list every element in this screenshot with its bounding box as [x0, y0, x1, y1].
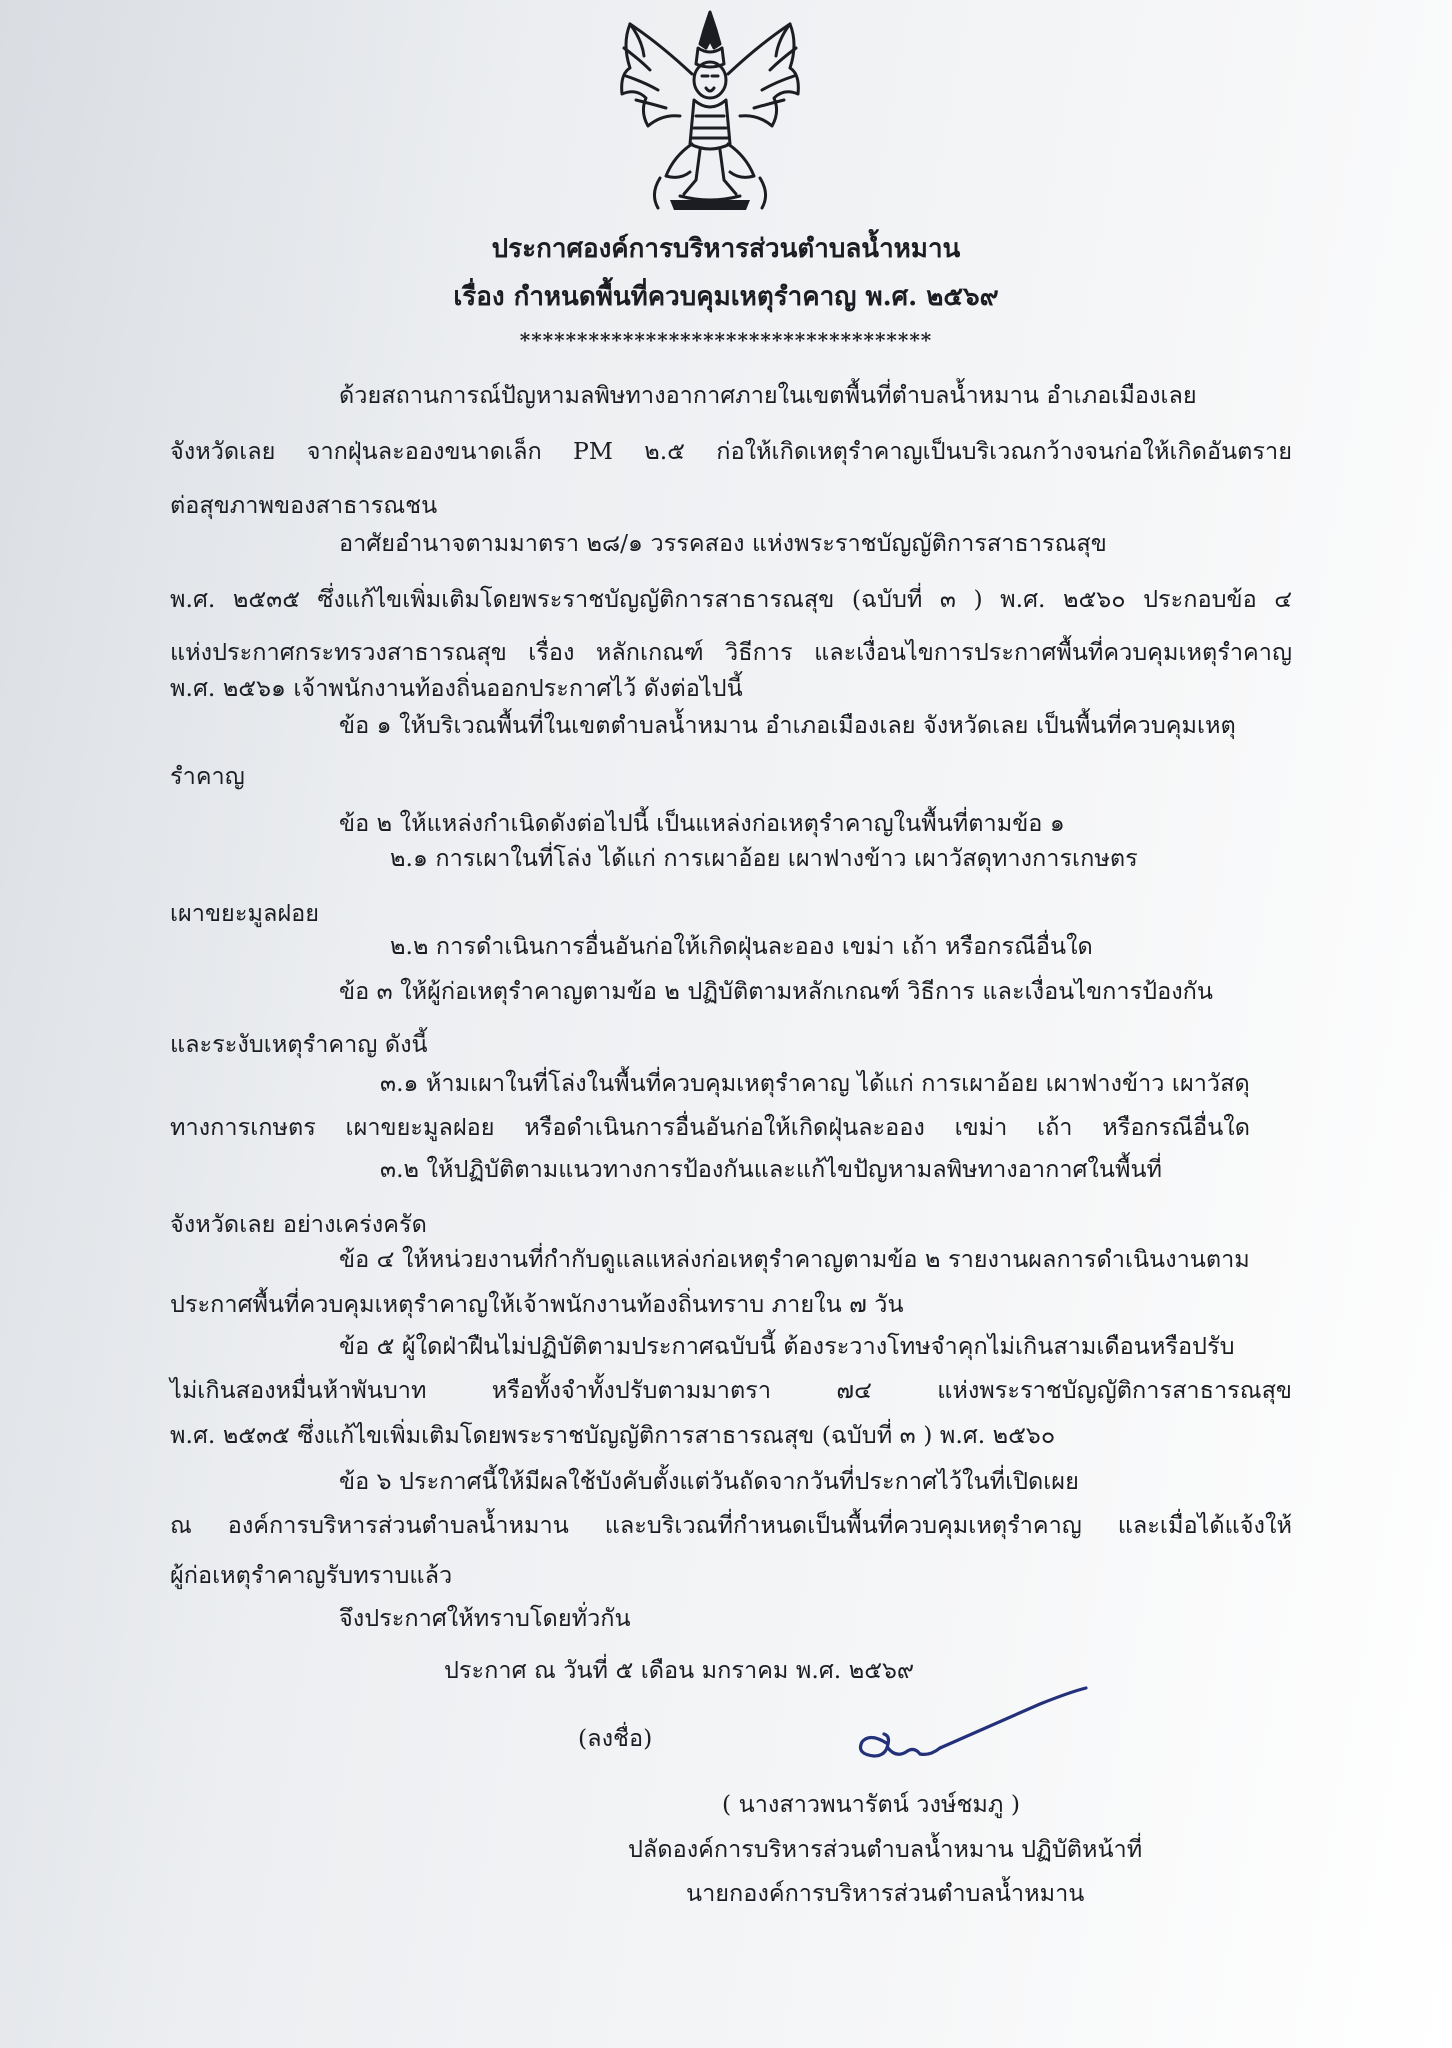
- body-line: ข้อ ๔ ให้หน่วยงานที่กำกับดูแลแหล่งก่อเหตุรำคาญตามข้อ ๒ รายงานผลการดำเนินงานตาม: [339, 1245, 1250, 1273]
- body-line: ๒.๑ การเผาในที่โล่ง ได้แก่ การเผาอ้อย เผาฟางข้าว เผาวัสดุทางการเกษตร: [390, 844, 1138, 872]
- body-line: พ.ศ. ๒๕๓๕ ซึ่งแก้ไขเพิ่มเติมโดยพระราชบัญญัติการสาธารณสุข (ฉบับที่ ๓ ) พ.ศ. ๒๕๖๐ ประกอบข้อ ๔: [170, 585, 1292, 613]
- body-line: รำคาญ: [170, 762, 245, 790]
- body-line: พ.ศ. ๒๕๖๑ เจ้าพนักงานท้องถิ่นออกประกาศไว้ ดังต่อไปนี้: [170, 674, 743, 702]
- body-line: ๓.๑ ห้ามเผาในที่โล่งในพื้นที่ควบคุมเหตุรำคาญ ได้แก่ การเผาอ้อย เผาฟางข้าว เผาวัสดุ: [380, 1069, 1250, 1097]
- body-line: ๓.๒ ให้ปฏิบัติตามแนวทางการป้องกันและแก้ไขปัญหามลพิษทางอากาศในพื้นที่: [380, 1155, 1163, 1183]
- body-line: จึงประกาศให้ทราบโดยทั่วกัน: [339, 1604, 631, 1632]
- body-line: ทางการเกษตร เผาขยะมูลฝอย หรือดำเนินการอื่นอันก่อให้เกิดฝุ่นละออง เขม่า เถ้า หรือกรณีอื่นใด: [170, 1113, 1250, 1141]
- body-line: ต่อสุขภาพของสาธารณชน: [170, 491, 438, 519]
- announcement-subject: เรื่อง กำหนดพื้นที่ควบคุมเหตุรำคาญ พ.ศ. ๒๕๖๙: [453, 282, 999, 312]
- body-line: ข้อ ๑ ให้บริเวณพื้นที่ในเขตตำบลน้ำหมาน อำเภอเมืองเลย จังหวัดเลย เป็นพื้นที่ควบคุมเหตุ: [339, 711, 1236, 739]
- body-line: ข้อ ๓ ให้ผู้ก่อเหตุรำคาญตามข้อ ๒ ปฏิบัติตามหลักเกณฑ์ วิธีการ และเงื่อนไขการป้องกัน: [339, 977, 1213, 1005]
- body-line: พ.ศ. ๒๕๓๕ ซึ่งแก้ไขเพิ่มเติมโดยพระราชบัญญัติการสาธารณสุข (ฉบับที่ ๓ ) พ.ศ. ๒๕๖๐: [170, 1421, 1056, 1449]
- body-line: ข้อ ๖ ประกาศนี้ให้มีผลใช้บังคับตั้งแต่วันถัดจากวันที่ประกาศไว้ในที่เปิดเผย: [339, 1467, 1079, 1495]
- signature-icon: [830, 1666, 1100, 1770]
- body-line: ณ องค์การบริหารส่วนตำบลน้ำหมาน และบริเวณที่กำหนดเป็นพื้นที่ควบคุมเหตุรำคาญ และเมื่อได้แจ้งให้: [170, 1511, 1292, 1539]
- body-line: แห่งประกาศกระทรวงสาธารณสุข เรื่อง หลักเกณฑ์ วิธีการ และเงื่อนไขการประกาศพื้นที่ควบคุมเหตุรำคาญ: [170, 638, 1292, 666]
- body-line: ประกาศพื้นที่ควบคุมเหตุรำคาญให้เจ้าพนักงานท้องถิ่นทราบ ภายใน ๗ วัน: [170, 1290, 904, 1318]
- body-line: อาศัยอำนาจตามมาตรา ๒๘/๑ วรรคสอง แห่งพระราชบัญญัติการสาธารณสุข: [339, 529, 1107, 557]
- body-line: ข้อ ๕ ผู้ใดฝ่าฝืนไม่ปฏิบัติตามประกาศฉบับนี้ ต้องระวางโทษจำคุกไม่เกินสามเดือนหรือปรับ: [339, 1332, 1235, 1360]
- body-line: ผู้ก่อเหตุรำคาญรับทราบแล้ว: [170, 1561, 453, 1589]
- signed-label: (ลงชื่อ): [578, 1724, 653, 1752]
- body-line: จังหวัดเลย อย่างเคร่งครัด: [170, 1210, 427, 1238]
- announcement-title: ประกาศองค์การบริหารส่วนตำบลน้ำหมาน: [491, 234, 961, 264]
- separator: ************************************: [519, 328, 933, 352]
- body-line: ไม่เกินสองหมื่นห้าพันบาท หรือทั้งจำทั้งปรับตามมาตรา ๗๔ แห่งพระราชบัญญัติการสาธารณสุข: [170, 1376, 1292, 1404]
- body-line: ๒.๒ การดำเนินการอื่นอันก่อให้เกิดฝุ่นละออง เขม่า เถ้า หรือกรณีอื่นใด: [390, 932, 1093, 960]
- body-line: ด้วยสถานการณ์ปัญหามลพิษทางอากาศภายในเขตพื้นที่ตำบลน้ำหมาน อำเภอเมืองเลย: [339, 381, 1197, 409]
- body-line: เผาขยะมูลฝอย: [170, 899, 319, 927]
- announcement-date: ประกาศ ณ วันที่ ๕ เดือน มกราคม พ.ศ. ๒๕๖๙: [444, 1656, 915, 1684]
- signer-acting-position: นายกองค์การบริหารส่วนตำบลน้ำหมาน: [686, 1879, 1085, 1907]
- body-line: จังหวัดเลย จากฝุ่นละอองขนาดเล็ก PM ๒.๕ ก่อให้เกิดเหตุรำคาญเป็นบริเวณกว้างจนก่อให้เกิดอันตราย: [170, 437, 1292, 465]
- body-line: และระงับเหตุรำคาญ ดังนี้: [170, 1030, 428, 1058]
- signer-position: ปลัดองค์การบริหารส่วนตำบลน้ำหมาน ปฏิบัติหน้าที่: [628, 1835, 1143, 1863]
- garuda-emblem-icon: [600, 4, 820, 224]
- body-line: ข้อ ๒ ให้แหล่งกำเนิดดังต่อไปนี้ เป็นแหล่งก่อเหตุรำคาญในพื้นที่ตามข้อ ๑: [339, 809, 1065, 837]
- signer-name: ( นางสาวพนารัตน์ วงษ์ชมภู ): [722, 1790, 1021, 1818]
